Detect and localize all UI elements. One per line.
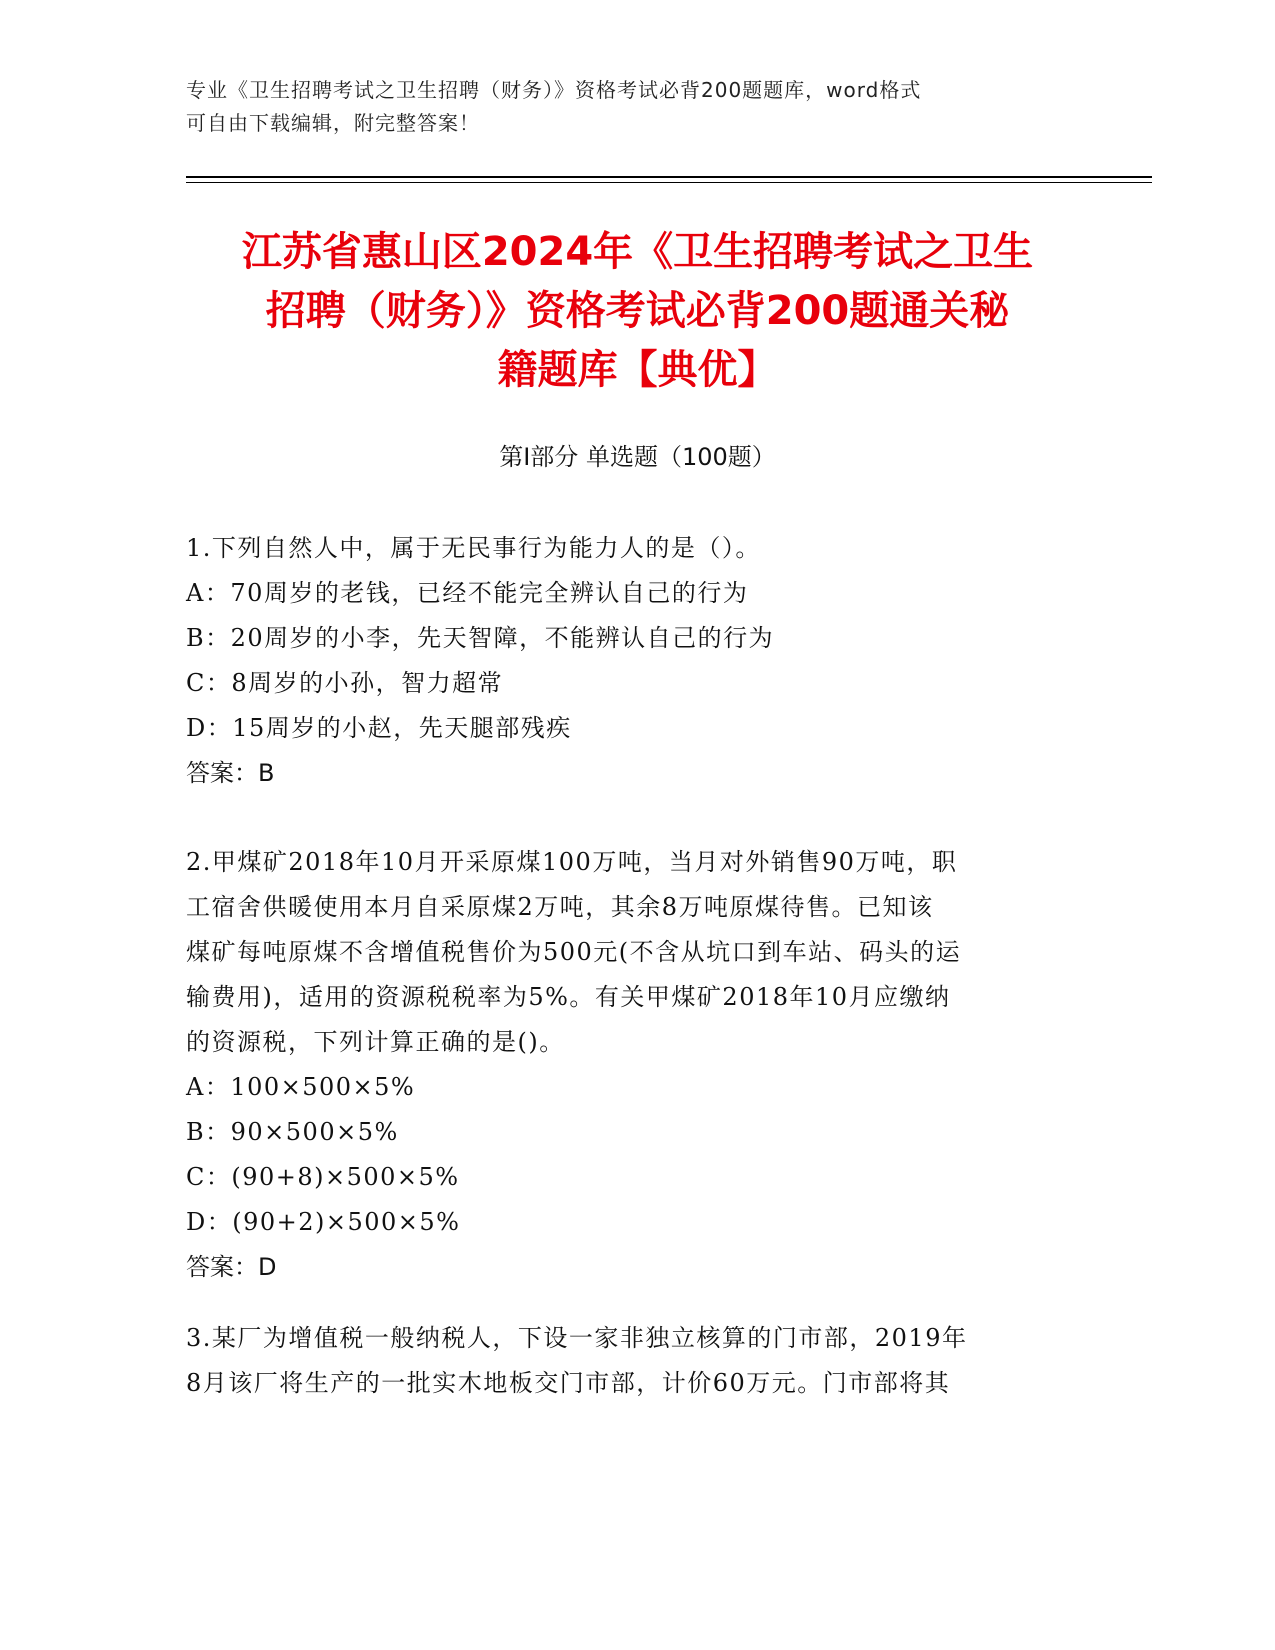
section-title: 第Ⅰ部分 单选题（100题） — [499, 443, 776, 471]
question-3 — [186, 1316, 1086, 1406]
question-stem: 1.下列自然人中，属于无民事行为能力人的是（）。 — [186, 534, 761, 562]
question-stem: 煤矿每吨原煤不含增值税售价为500元(不含从坑口到车站、码头的运 — [186, 938, 962, 966]
option-d: D：15周岁的小赵，先天腿部残疾 — [186, 714, 572, 742]
header-rule-thick — [186, 176, 1152, 178]
answer: 答案：D — [186, 1253, 277, 1281]
header-note — [186, 74, 1066, 140]
option-a: A：70周岁的老钱，已经不能完全辨认自己的行为 — [186, 579, 749, 607]
header-note-line-1: 专业《卫生招聘考试之卫生招聘（财务）》资格考试必背200题题库，word格式 — [186, 78, 922, 102]
question-2 — [186, 840, 1086, 1290]
header-rule-thin — [186, 182, 1152, 183]
option-b: B：90×500×5% — [186, 1118, 399, 1146]
question-stem: 3.某厂为增值税一般纳税人，下设一家非独立核算的门市部，2019年 — [186, 1324, 968, 1352]
question-stem: 的资源税，下列计算正确的是()。 — [186, 1028, 565, 1056]
question-stem: 2.甲煤矿2018年10月开采原煤100万吨，当月对外销售90万吨，职 — [186, 848, 958, 876]
question-stem: 8月该厂将生产的一批实木地板交门市部，计价60万元。门市部将其 — [186, 1369, 951, 1397]
option-a: A：100×500×5% — [186, 1073, 416, 1101]
title-line-2: 招聘（财务）》资格考试必背200题通关秘 — [265, 288, 1010, 334]
option-c: C：8周岁的小孙，智力超常 — [186, 669, 504, 697]
option-b: B：20周岁的小李，先天智障，不能辨认自己的行为 — [186, 624, 775, 652]
option-d: D：(90+2)×500×5% — [186, 1208, 461, 1236]
answer: 答案：B — [186, 759, 275, 787]
question-1 — [186, 526, 1086, 796]
question-stem: 输费用)，适用的资源税税率为5%。有关甲煤矿2018年10月应缴纳 — [186, 983, 951, 1011]
option-c: C：(90+8)×500×5% — [186, 1163, 460, 1191]
header-note-line-2: 可自由下载编辑，附完整答案！ — [186, 111, 480, 135]
title-line-3: 籍题库【典优】 — [497, 347, 778, 393]
document-title — [140, 223, 1135, 400]
question-stem: 工宿舍供暖使用本月自采原煤2万吨，其余8万吨原煤待售。已知该 — [186, 893, 934, 921]
title-line-1: 江苏省惠山区2024年《卫生招聘考试之卫生 — [241, 229, 1034, 275]
